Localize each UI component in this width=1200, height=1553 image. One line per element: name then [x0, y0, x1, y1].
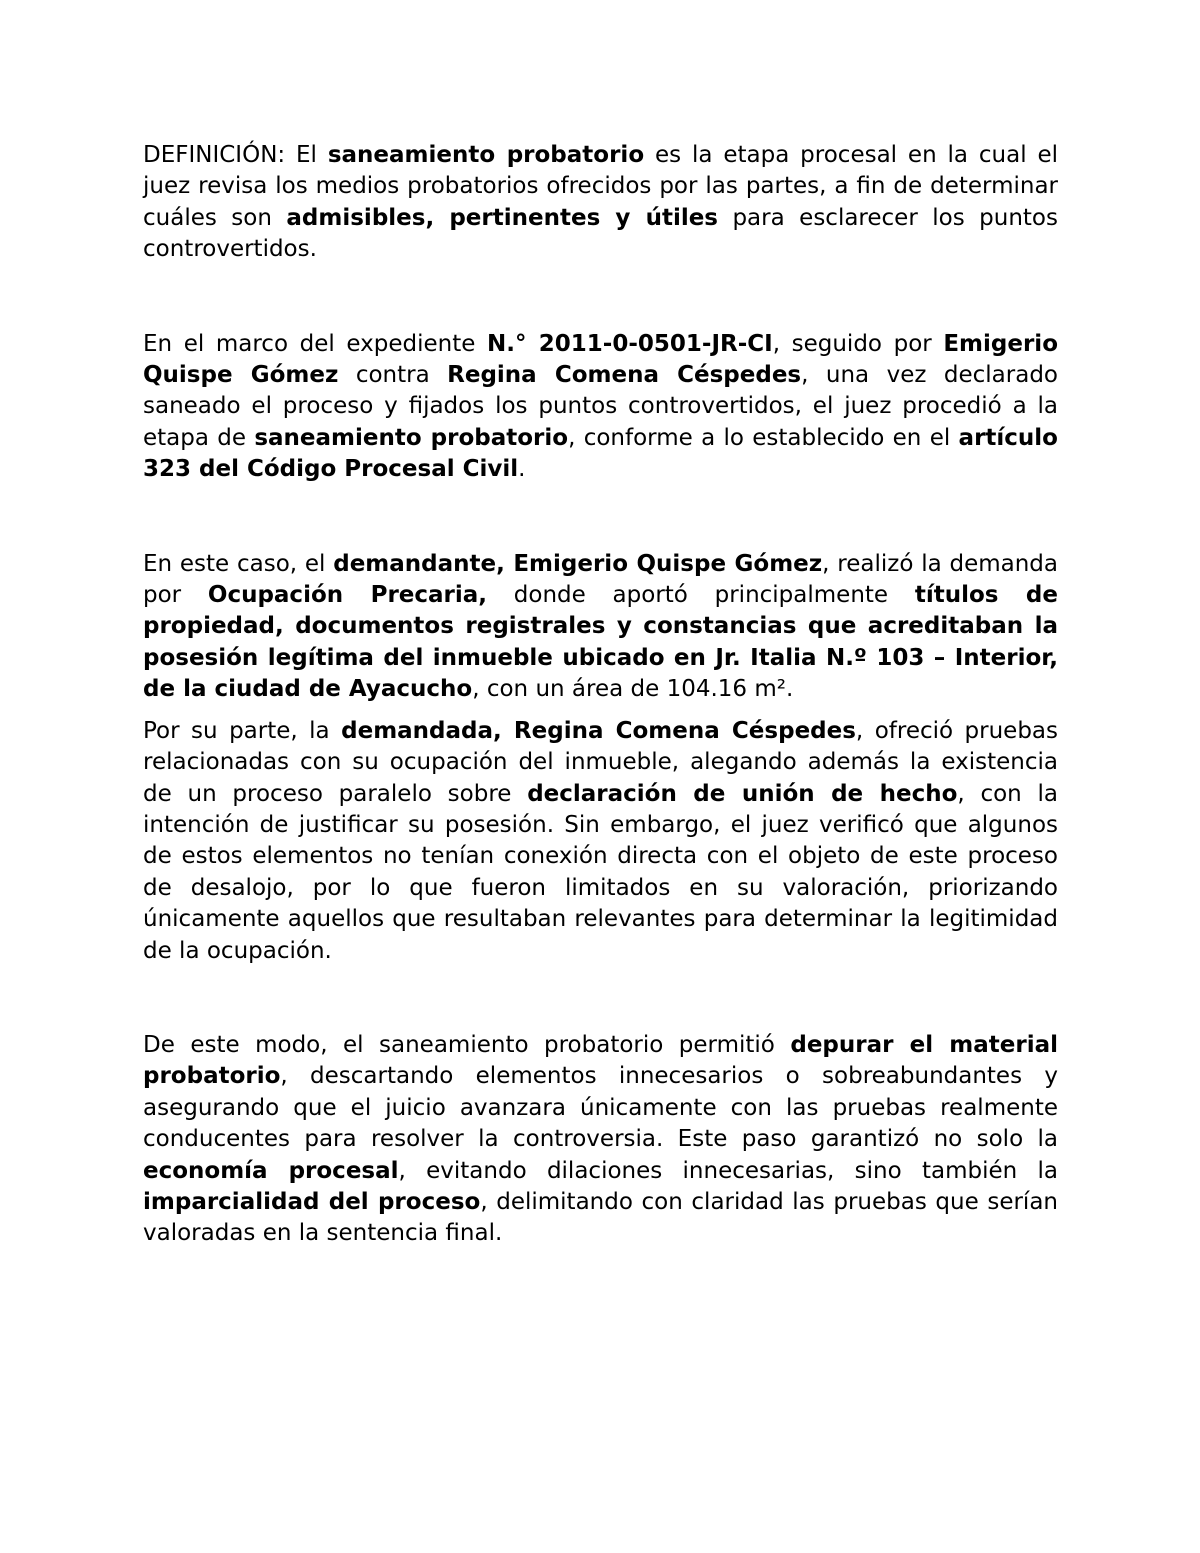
text-run: donde aportó principalmente: [487, 582, 915, 609]
text-run: , evitando dilaciones innecesarias, sino también la: [398, 1157, 1058, 1184]
text-run: En el marco del expediente: [143, 330, 487, 357]
text-run: , ofreció pruebas relacionadas con su ocupación del inmueble, alegando además la existencia de un proceso paralelo sobre: [143, 717, 1059, 807]
text-run: De este modo, el saneamiento probatorio permitió: [143, 1031, 791, 1058]
text-run: Por su parte, la: [143, 717, 342, 744]
text-run: , descartando elementos innecesarios o sobreabundantes y asegurando que el juicio avanzara únicamente con las pruebas realmente conducentes para resolver la controversia. Este paso garantizó no solo la: [143, 1063, 1058, 1153]
bold-text-run: N.° 2011-0-0501-JR-CI: [486, 330, 773, 357]
paragraph-conclusion: [143, 1030, 1058, 1250]
document-body: [143, 140, 1058, 1250]
bold-text-run: depurar el material probatorio: [143, 1031, 1058, 1090]
bold-text-run: admisibles, pertinentes y útiles: [286, 204, 718, 231]
text-run: , realizó la demanda por: [143, 550, 1058, 609]
text-run: , una vez declarado saneado el proceso y fijados los puntos controvertidos, el juez procedió a la etapa de: [143, 362, 1058, 451]
paragraph-definition: [143, 140, 1058, 266]
text-run: contra: [338, 362, 448, 389]
text-run: En este caso, el: [143, 550, 334, 577]
bold-text-run: demandante, Emigerio Quispe Gómez: [333, 550, 823, 577]
text-run: , conforme a lo establecido en el: [568, 424, 959, 451]
bold-text-run: Regina Comena Céspedes: [447, 362, 802, 389]
text-run: , delimitando con claridad las pruebas que serían valoradas en la sentencia final.: [143, 1188, 1058, 1247]
paragraph-expediente: [143, 329, 1058, 486]
text-run: , con un área de 104.16 m².: [472, 676, 794, 703]
text-run: para esclarecer los puntos controvertidos.: [143, 204, 1058, 263]
text-run: es la etapa procesal en la cual el juez revisa los medios probatorios ofrecidos por las partes, a fin de determinar cuáles son: [143, 142, 1058, 231]
text-run: , con la intención de justificar su posesión. Sin embargo, el juez verificó que algunos de estos elementos no tenían conexión directa con el objeto de este proceso de desalojo, por lo que fueron limitados en su valoración, priorizando únicamente aquellos que resultaban relevantes para determinar la legitimidad de la ocupación.: [143, 780, 1059, 964]
bold-text-run: declaración de unión de hecho: [527, 780, 958, 807]
text-run: DEFINICIÓN: El: [143, 142, 328, 168]
bold-text-run: artículo 323 del Código Procesal Civil: [143, 424, 1058, 483]
bold-text-run: economía procesal: [143, 1157, 399, 1184]
text-run: .: [518, 456, 526, 483]
bold-text-run: Ocupación Precaria,: [207, 582, 488, 609]
bold-text-run: títulos de propiedad, documentos registrales y constancias que acreditaban la posesión legítima del inmueble ubicado en Jr. Italia N.º 103 – Interior, de la ciudad de Ayacucho: [143, 582, 1058, 703]
bold-text-run: demandada, Regina Comena Céspedes: [341, 717, 856, 744]
bold-text-run: saneamiento probatorio: [327, 142, 645, 168]
paragraph-demandada: [143, 716, 1058, 967]
bold-text-run: imparcialidad del proceso: [143, 1188, 481, 1215]
text-run: , seguido por: [772, 330, 944, 357]
bold-text-run: Emigerio Quispe Gómez: [143, 330, 1058, 389]
bold-text-run: saneamiento probatorio: [254, 424, 569, 451]
paragraph-demandante: [143, 549, 1058, 706]
